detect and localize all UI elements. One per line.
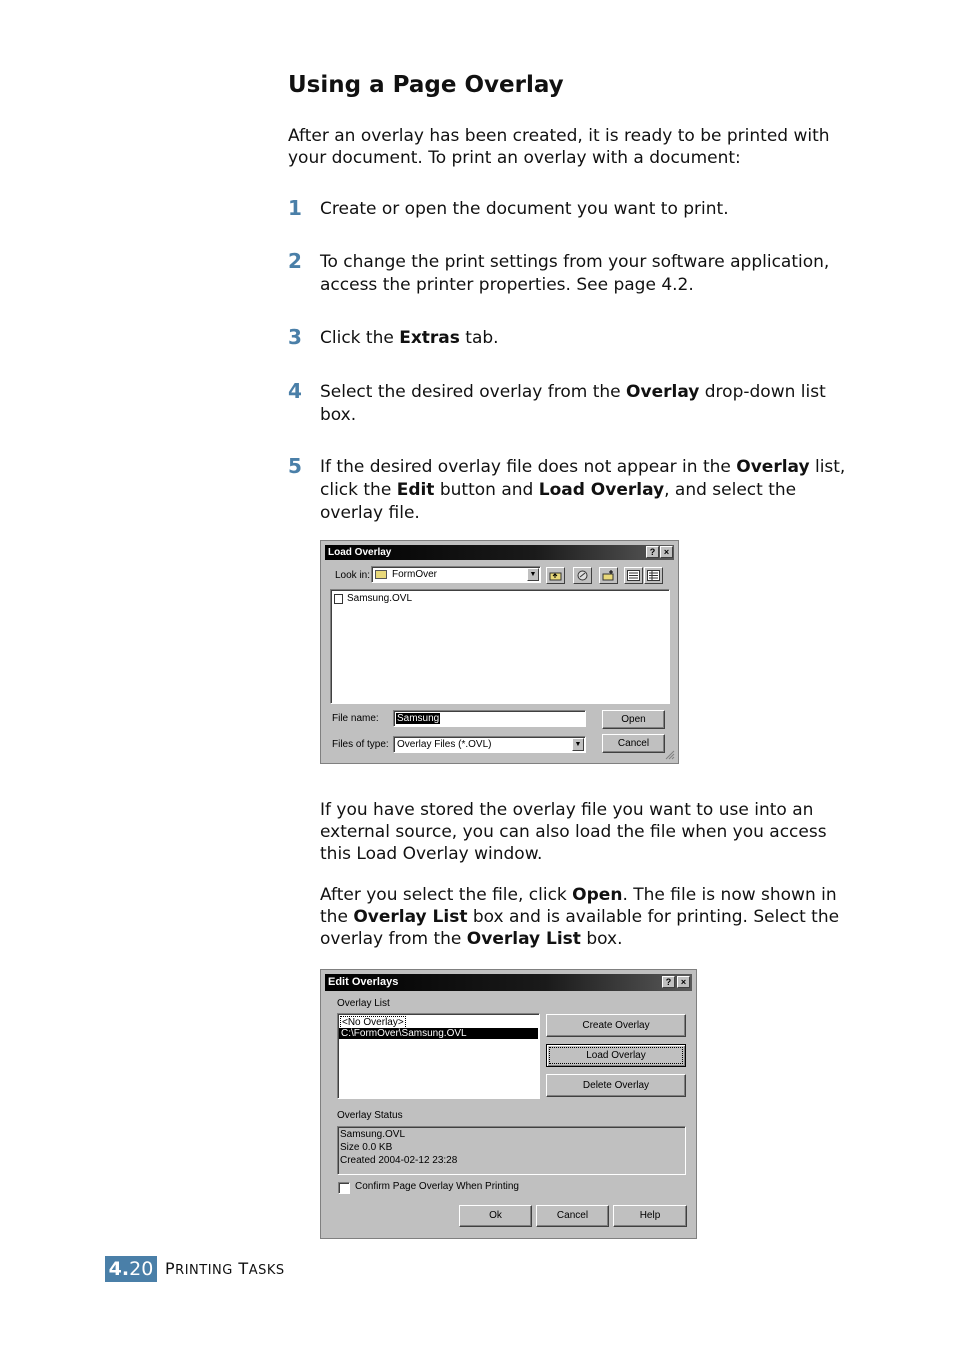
dialog-title: Edit Overlays: [328, 976, 399, 988]
step-text: Create or open the document you want to print.: [320, 199, 729, 219]
step-text: If the desired overlay file does not appear in the Overlay list, click the Edit button and Load Overlay, and select the overlay file.: [320, 457, 846, 523]
help-icon[interactable]: ?: [646, 546, 659, 558]
section-name: PRINTING TASKS: [165, 1259, 285, 1278]
step-number: 3: [288, 325, 302, 349]
list-item-selected[interactable]: C:\FormOver\Samsung.OVL: [339, 1028, 538, 1039]
open-button[interactable]: Open: [602, 710, 665, 729]
details-view-button[interactable]: [644, 567, 663, 584]
look-in-label: Look in:: [335, 570, 371, 581]
cancel-button[interactable]: Cancel: [536, 1205, 609, 1227]
close-icon[interactable]: ×: [660, 546, 673, 558]
step-text: To change the print settings from your software application, access the printer properties. See page 4.2.: [320, 252, 830, 295]
step-text: Click the Extras tab.: [320, 328, 499, 348]
overlay-status-label: Overlay Status: [337, 1110, 403, 1121]
step-number: 1: [288, 196, 302, 220]
up-folder-button[interactable]: [546, 567, 565, 584]
file-name: Samsung.OVL: [347, 593, 413, 604]
chevron-down-icon[interactable]: ▼: [572, 738, 584, 751]
paragraph: If you have stored the overlay file you want to use into an external source, you can also load the file when you access this Load Overlay window.: [320, 800, 827, 864]
step-number: 4: [288, 379, 302, 403]
create-overlay-button[interactable]: Create Overlay: [546, 1014, 686, 1037]
confirm-checkbox[interactable]: [338, 1182, 350, 1194]
new-folder-icon: [602, 570, 615, 581]
cancel-button[interactable]: Cancel: [602, 734, 665, 753]
desktop-button[interactable]: [573, 567, 592, 584]
page-number-badge: 4.20: [105, 1256, 157, 1282]
status-line: Samsung.OVL: [340, 1129, 406, 1140]
file-name-input[interactable]: [393, 710, 586, 727]
details-view-icon: [647, 570, 660, 581]
file-icon: [334, 594, 343, 604]
step-number: 5: [288, 454, 302, 478]
help-icon[interactable]: ?: [662, 976, 675, 988]
overlay-list[interactable]: [337, 1013, 540, 1099]
dialog-titlebar: [325, 974, 692, 991]
desktop-icon: [576, 570, 589, 581]
confirm-checkbox-label[interactable]: Confirm Page Overlay When Printing: [355, 1181, 519, 1192]
status-line: Size 0.0 KB: [340, 1142, 393, 1153]
list-item[interactable]: <No Overlay>: [342, 1017, 404, 1028]
files-of-type-dropdown[interactable]: [393, 736, 586, 753]
file-list[interactable]: [330, 589, 670, 704]
folder-icon: [375, 570, 387, 579]
ok-button[interactable]: Ok: [459, 1205, 532, 1227]
list-view-icon: [627, 570, 640, 581]
status-line: Created 2004-02-12 23:28: [340, 1155, 458, 1166]
file-name-label: File name:: [332, 713, 379, 724]
look-in-dropdown[interactable]: [371, 566, 541, 583]
step-number: 2: [288, 249, 302, 273]
up-folder-icon: [549, 570, 562, 581]
new-folder-button[interactable]: [599, 567, 618, 584]
list-view-button[interactable]: [624, 567, 643, 584]
load-overlay-button[interactable]: Load Overlay: [546, 1044, 686, 1067]
step-text: Select the desired overlay from the Overlay drop-down list box.: [320, 382, 826, 425]
page-title: Using a Page Overlay: [288, 72, 564, 98]
resize-grip-icon[interactable]: [665, 750, 675, 760]
delete-overlay-button[interactable]: Delete Overlay: [546, 1074, 686, 1097]
edit-overlays-dialog: [320, 969, 697, 1239]
look-in-value: FormOver: [392, 569, 437, 580]
paragraph: After you select the file, click Open. The file is now shown in the Overlay List box and is available for printing. Select the overlay from the Overlay List box.: [320, 885, 840, 949]
dialog-titlebar: [325, 545, 674, 560]
close-icon[interactable]: ×: [677, 976, 690, 988]
intro-paragraph: After an overlay has been created, it is ready to be printed with your document. To print an overlay with a document:: [288, 126, 830, 168]
overlay-status-box: [337, 1126, 686, 1175]
load-overlay-dialog: [320, 540, 679, 764]
files-of-type-value: Overlay Files (*.OVL): [397, 739, 492, 750]
dialog-title: Load Overlay: [328, 547, 392, 558]
chevron-down-icon[interactable]: ▼: [527, 568, 539, 581]
file-name-value: Samsung: [397, 713, 440, 724]
help-button[interactable]: Help: [613, 1205, 687, 1227]
files-of-type-label: Files of type:: [332, 739, 389, 750]
overlay-list-label: Overlay List: [337, 998, 390, 1009]
